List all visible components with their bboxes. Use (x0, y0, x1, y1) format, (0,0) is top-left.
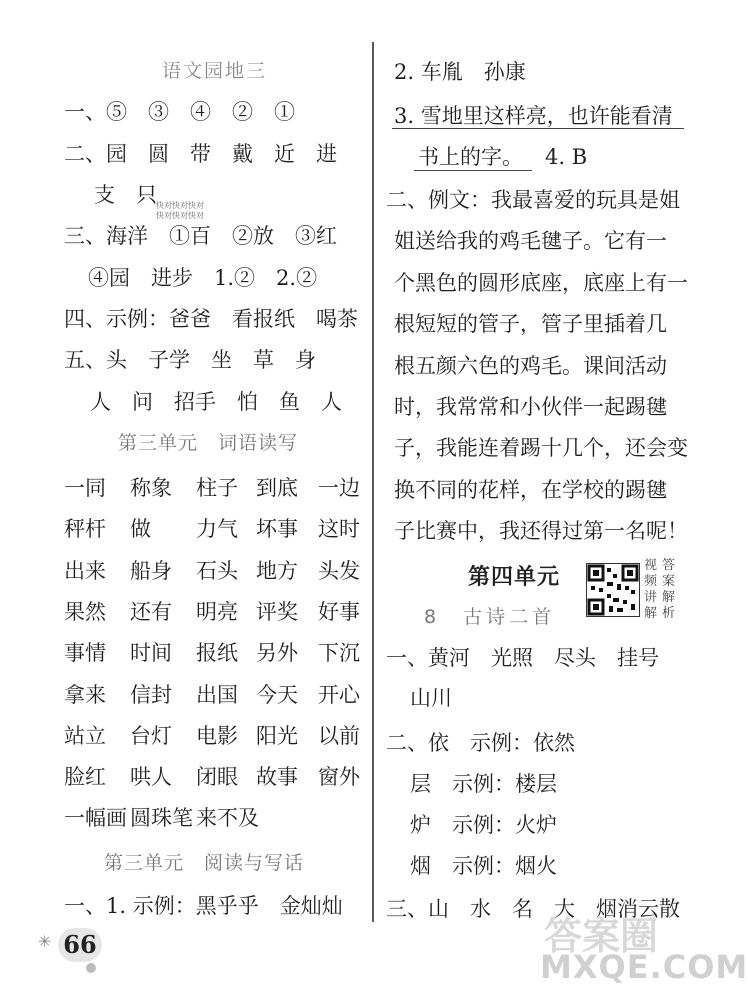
page-number: 66 (58, 928, 102, 962)
vocab-word: 台灯 (130, 724, 172, 748)
vocab-word: 今天 (256, 683, 298, 707)
vocab-word: 明亮 (196, 600, 238, 624)
left-q2-line2: 支 只 (94, 183, 157, 207)
right-sec4-q1-line2: 山川 (410, 686, 452, 710)
essay-line: 姐送给我的鸡毛毽子。它有一 (394, 229, 667, 253)
vocab-word: 还有 (130, 600, 172, 624)
left-q4: 四、示例：爸爸 看报纸 喝茶 (64, 307, 358, 331)
vocab-word: 闭眼 (196, 765, 238, 789)
qr-code-icon (587, 564, 639, 616)
vocab-word: 电影 (196, 724, 238, 748)
reading-section-heading: 第三单元 阅读与写话 (104, 852, 305, 874)
right-sec4-q2-line4: 烟 示例：烟火 (410, 854, 557, 878)
vocab-word: 故事 (256, 765, 298, 789)
essay-line: 根短短的管子，管子里插着几 (394, 312, 667, 336)
section-title-yuwen-yuandi: 语文园地三 (162, 60, 268, 82)
reading-q1: 一、1. 示例：黑乎乎 金灿灿 (64, 894, 343, 918)
qr-label-video: 视频讲解 (644, 558, 658, 621)
vocab-word: 阳光 (256, 724, 298, 748)
left-q5-line1: 五、头 子学 坐 草 身 (64, 348, 316, 372)
right-q4-answer: 4. B (545, 145, 588, 169)
vocab-word: 地方 (256, 559, 298, 583)
right-sec4-q2-line3: 炉 示例：火炉 (410, 813, 557, 837)
vocab-word: 出国 (196, 683, 238, 707)
left-q3-line1: 三、海洋 ①百 ②放 ③红 (64, 224, 337, 248)
essay-line: 二、例文：我最喜爱的玩具是姐 (386, 188, 680, 212)
vocab-word: 船身 (130, 559, 172, 583)
right-sec4-q2-line1: 二、依 示例：依然 (386, 731, 575, 755)
answer-underline-1 (392, 128, 684, 129)
vocab-word: 柱子 (196, 476, 238, 500)
watermark-badge: 答案圈 (544, 914, 659, 958)
left-q2-line1: 二、园 圆 带 戴 近 进 (64, 142, 337, 166)
right-sec4-q3: 三、山 水 名 大 烟消云散 (386, 897, 680, 921)
vocab-word: 拿来 (64, 683, 106, 707)
vocab-word: 果然 (64, 600, 106, 624)
vocab-word: 评奖 (256, 600, 298, 624)
watermark-line-2: 快对快对快对 (156, 211, 204, 220)
decorative-dot (86, 963, 96, 973)
watermark-line-1: 快对快对快对 (156, 201, 204, 210)
lesson-heading: 8 古诗二首 (424, 606, 556, 628)
vocab-word: 时间 (130, 641, 172, 665)
vocab-word: 哄人 (130, 765, 172, 789)
qr-label-answer: 答案解析 (662, 558, 676, 621)
vocab-word: 另外 (256, 641, 298, 665)
vocab-word: 开心 (318, 683, 360, 707)
vocab-word: 圆珠笔 (130, 806, 193, 830)
essay-line: 换不同的花样，在学校的踢毽 (394, 478, 667, 502)
right-sec4-q2-line2: 层 示例：楼层 (410, 772, 557, 796)
vocab-word: 站立 (64, 724, 106, 748)
vocab-word: 信封 (130, 683, 172, 707)
vocab-word: 下沉 (318, 641, 360, 665)
watermark-url: MXQE.COM (540, 948, 748, 986)
vocab-word: 来不及 (196, 806, 259, 830)
vocab-word: 以前 (318, 724, 360, 748)
vocab-section-heading: 第三单元 词语读写 (118, 432, 299, 454)
vocab-word: 一边 (318, 476, 360, 500)
vocab-word: 窗外 (318, 765, 360, 789)
star-icon: ✳ (38, 932, 52, 951)
vocab-word: 到底 (256, 476, 298, 500)
unit-four-title: 第四单元 (468, 565, 561, 590)
vocab-word: 一幅画 (64, 806, 127, 830)
essay-line: 子，我能连着踢十几个，还会变 (394, 436, 688, 460)
vocab-word: 头发 (318, 559, 360, 583)
vocab-word: 称象 (130, 476, 172, 500)
vocab-word: 出来 (64, 559, 106, 583)
column-divider (372, 42, 374, 922)
essay-line: 根五颜六色的鸡毛。课间活动 (394, 354, 667, 378)
right-q3-line2 (418, 143, 587, 171)
right-sec4-q1-line1: 一、黄河 光照 尽头 挂号 (386, 646, 659, 670)
vocab-word: 秤杆 (64, 517, 106, 541)
qr-code[interactable] (586, 563, 640, 617)
left-q5-line2: 人 问 招手 怕 鱼 人 (90, 390, 342, 414)
vocab-word: 石头 (196, 559, 238, 583)
vocab-word: 事情 (64, 641, 106, 665)
vocab-word: 好事 (318, 600, 360, 624)
vocab-word: 脸红 (64, 765, 106, 789)
vocab-word: 力气 (196, 517, 238, 541)
vocab-word: 报纸 (196, 641, 238, 665)
right-q3-underlined-text: 书上的字。 (418, 145, 523, 169)
essay-line: 时，我常常和小伙伴一起踢毽 (394, 395, 667, 419)
watermark-small-text (156, 201, 204, 221)
vocab-word: 做 (130, 517, 151, 541)
left-q3-line2: ④园 进步 1.② 2.② (88, 266, 318, 290)
essay-line: 个黑色的圆形底座，底座上有一 (394, 271, 688, 295)
right-q2: 2. 车胤 孙康 (394, 60, 526, 84)
vocab-word: 这时 (318, 517, 360, 541)
left-q1: 一、⑤ ③ ④ ② ① (64, 100, 295, 124)
vocab-word: 一同 (64, 476, 106, 500)
right-q3-line1: 3. 雪地里这样亮，也许能看清 (394, 104, 673, 128)
essay-line: 子比赛中，我还得过第一名呢！ (394, 519, 688, 543)
vocab-word: 坏事 (256, 517, 298, 541)
answer-underline-2 (414, 170, 532, 171)
